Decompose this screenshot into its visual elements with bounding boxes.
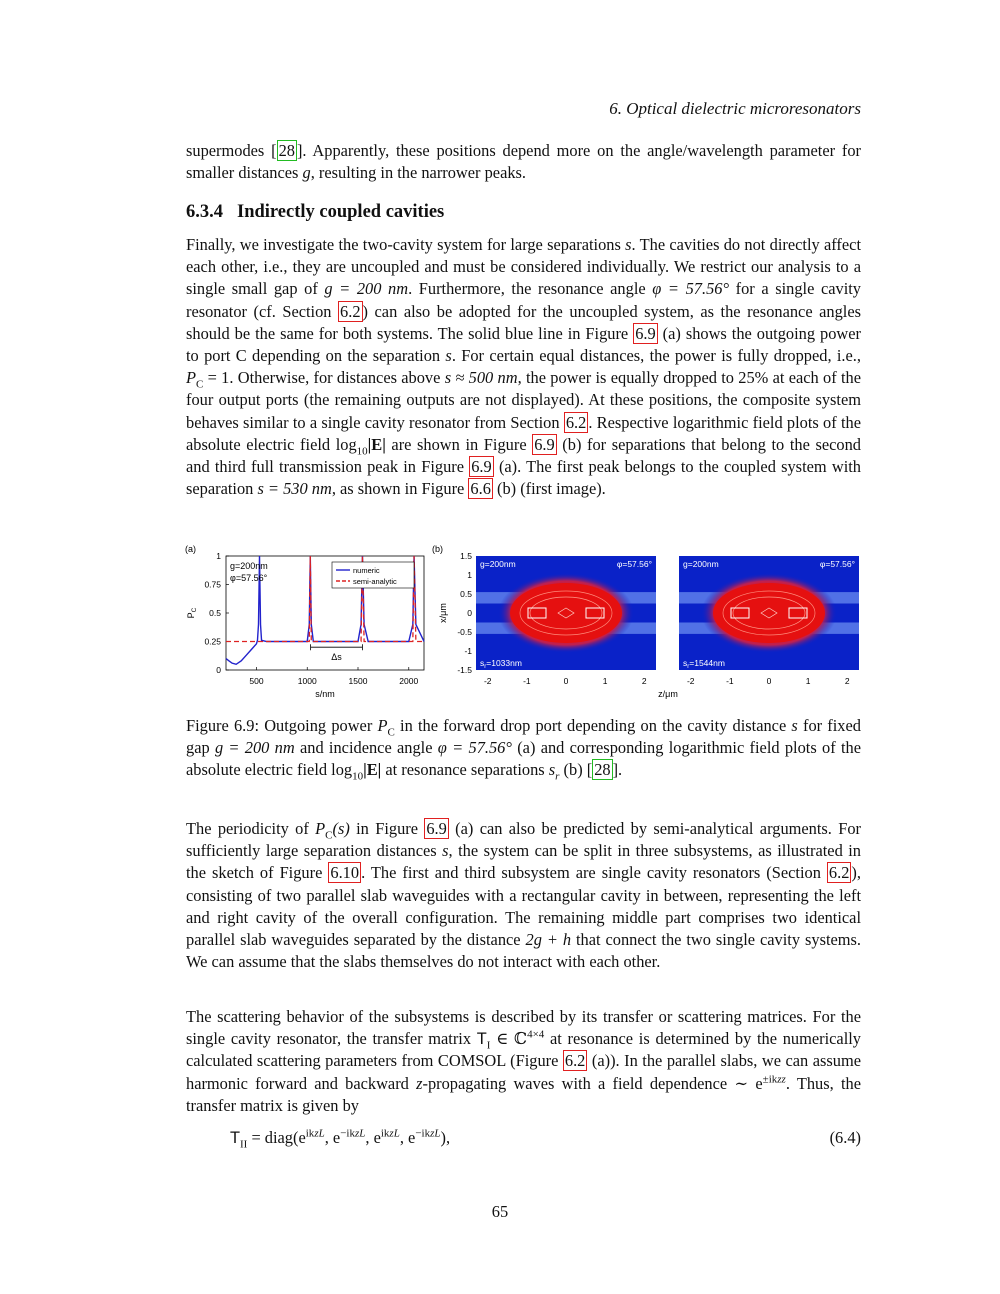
separation-value: =1544nm [689, 658, 725, 668]
field-plot-separation-label: $s_r=1544nm$ [683, 658, 725, 670]
y-axis-label: x/μm [438, 603, 448, 623]
x-tick-label: -2 [483, 676, 492, 686]
y-tick-label: 0.5 [460, 589, 472, 599]
field-plot-angle-label: φ=57.56° [819, 559, 855, 569]
field-plot-gap-label: g=200nm [683, 559, 719, 569]
x-tick-label: 0 [563, 676, 569, 686]
x-tick-label: 2 [844, 676, 850, 686]
citation-link[interactable]: 28 [278, 141, 295, 160]
x-tick-label: 1 [602, 676, 608, 686]
separation-value: =1033nm [486, 658, 522, 668]
annotation-delta-s: Δs [331, 652, 342, 663]
figure-link[interactable]: 6.6 [470, 479, 491, 499]
paragraph-periodicity: The periodicity of $P_C(s)$ in Figure 6.9 (a) can also be predicted by semi-analytical arguments. For sufficiently large separation distances s, the system can be split in three subsystems, as illustrated in the sketch of Figure 6.10 . The first and third subsystem are single cavity resonators (Section 6.2 ), consisting of two parallel slab waveguides with a rectangular cavity in between, representing the left and right cavity of the overall configuration. The remaining middle part comprises two identical parallel slab waveguides separated by the distance 2g + h that connect the two single cavity systems. We can assume that the slabs themselves do not interact with each other. [186, 819, 861, 972]
x-tick-label: -2 [686, 676, 695, 686]
y-tick-label: -1.5 [457, 665, 472, 675]
y-tick-label: 1 [216, 551, 221, 561]
citation-link[interactable]: 28 [594, 760, 611, 780]
figure-link[interactable]: 6.9 [534, 434, 555, 454]
field-plot-gap-label: g=200nm [480, 559, 516, 569]
annotation-angle: φ=57.56° [230, 573, 268, 583]
field-plot-angle-label: φ=57.56° [616, 559, 652, 569]
y-tick-label: 0.75 [204, 579, 221, 590]
section-link[interactable]: 6.2 [340, 301, 361, 321]
legend-entry: semi-analytic [353, 577, 397, 586]
y-tick-label: 0 [467, 608, 472, 618]
y-tick-label: 0.5 [209, 608, 221, 618]
separation-sub: r [687, 664, 690, 670]
paragraph-indirect: Finally, we investigate the two-cavity system for large separations s. The cavities do not directly affect each other, i.e., they are uncoupled and must be considered individually. We restrict our analysis to a single small gap of g = 200 nm. Furthermore, the resonance angle φ = 57.56° for a single cavity resonator (cf. Section 6.2 ) can also be adopted for the uncoupled system, as the resonance angles should be the same for both systems. The solid blue line in Figure 6.9 (a) shows the outgoing power to port C depending on the separation s. For certain equal distances, the power is fully dropped, i.e., $P_C = 1$. Otherwise, for distances above s ≈ 500 nm, the power is equally dropped to 25% at each of the four output ports (the remaining outputs are not displayed). At these positions, the composite system behaves similar to a single cavity resonator from Section 6.2 . Respective logarithmic field plots of the absolute electric field $\log_{10}|E|$ are shown in Figure 6.9 (b) for separations that belong to the second and third full transmission peak in Figure 6.9 (a). The first peak belongs to the coupled system with separation s = 530 nm, as shown in Figure 6.6 (b) (first image). [186, 235, 862, 499]
x-axis-label: s/nm [315, 689, 335, 699]
figure-link[interactable]: 6.9 [426, 819, 447, 838]
figure-link[interactable]: 6.2 [564, 1051, 586, 1071]
paragraph-intro: supermodes [ 28 ]. Apparently, these positions depend more on the angle/wavelength parameter for smaller distances g, resulting in the narrower peaks. [186, 141, 862, 183]
x-tick-label: 1 [805, 676, 811, 686]
page-number: 65 [491, 1202, 509, 1221]
x-tick-label: 500 [249, 676, 264, 686]
field-core [713, 583, 825, 643]
y-axis-label: $P_C$ [186, 607, 198, 619]
y-tick-label: 0.25 [204, 636, 221, 647]
y-tick-label: -0.5 [457, 627, 472, 637]
section-link[interactable]: 6.2 [828, 863, 850, 883]
figure-link[interactable]: 6.9 [471, 457, 492, 477]
x-tick-label: 2000 [399, 676, 419, 686]
separation-sub: r [484, 664, 487, 670]
section-link[interactable]: 6.2 [565, 412, 587, 432]
figure-6-9a-chart [182, 540, 432, 705]
x-axis-label: z/μm [658, 689, 678, 699]
equation-6-4: $T_{II}$ = $diag(e^{ikzL}$, $e^{-ikzL}$, $e^{ikzL}$, $e^{-ikzL}$), (6.4) [230, 1127, 861, 1151]
x-tick-label: -1 [726, 676, 734, 686]
section-heading: 6.3.4 Indirectly coupled cavities [186, 202, 445, 222]
panel-label-a: (a) [185, 544, 196, 554]
x-tick-label: 0 [766, 676, 772, 686]
y-axis-label-sub: C [191, 607, 198, 613]
x-tick-label: 1000 [297, 676, 317, 686]
equation-number: (6.4) [829, 1128, 861, 1147]
y-tick-label: -1 [464, 646, 472, 656]
legend-entry: numeric [353, 566, 380, 575]
field-plot-separation-label: $s_r=1033nm$ [480, 658, 522, 670]
figure-link[interactable]: 6.9 [635, 323, 656, 343]
panel-label-b: (b) [432, 544, 443, 554]
paragraph-scattering: The scattering behavior of the subsystems is described by its transfer or scattering matrices. For the single cavity resonator, the transfer matrix $T_I$ ∈ ℂ$^{4\times 4}$ at resonance is determined by the numerically calculated scattering parameters from COMSOL (Figure 6.2 (a)). In the parallel slabs, we can assume harmonic forward and backward z-propagating waves with a field dependence ∼ $e^{\pm ikzz}$. Thus, the transfer matrix is given by [186, 1007, 862, 1115]
x-tick-label: 2 [641, 676, 647, 686]
y-tick-label: 1.5 [460, 551, 472, 561]
running-head: 6. Optical dielectric microresonators [609, 99, 861, 118]
field-core [510, 583, 622, 643]
figure-6-9b-field-plots [432, 540, 862, 705]
x-tick-label: -1 [523, 676, 531, 686]
figure-link[interactable]: 6.10 [330, 863, 360, 883]
figure-caption: Figure 6.9: Outgoing power $P_C$ in the forward drop port depending on the cavity distance s for fixed gap g = 200 nm and incidence angle φ = 57.56° (a) and corresponding logarithmic field plots of the absolute electric field $\log_{10}|E|$ at resonance separations $s_r$ (b) [ 28 ]. [186, 716, 861, 783]
annotation-gap: g=200nm [230, 561, 268, 571]
y-tick-label: 0 [216, 665, 221, 675]
y-tick-label: 1 [467, 570, 472, 580]
x-tick-label: 1500 [348, 676, 368, 686]
